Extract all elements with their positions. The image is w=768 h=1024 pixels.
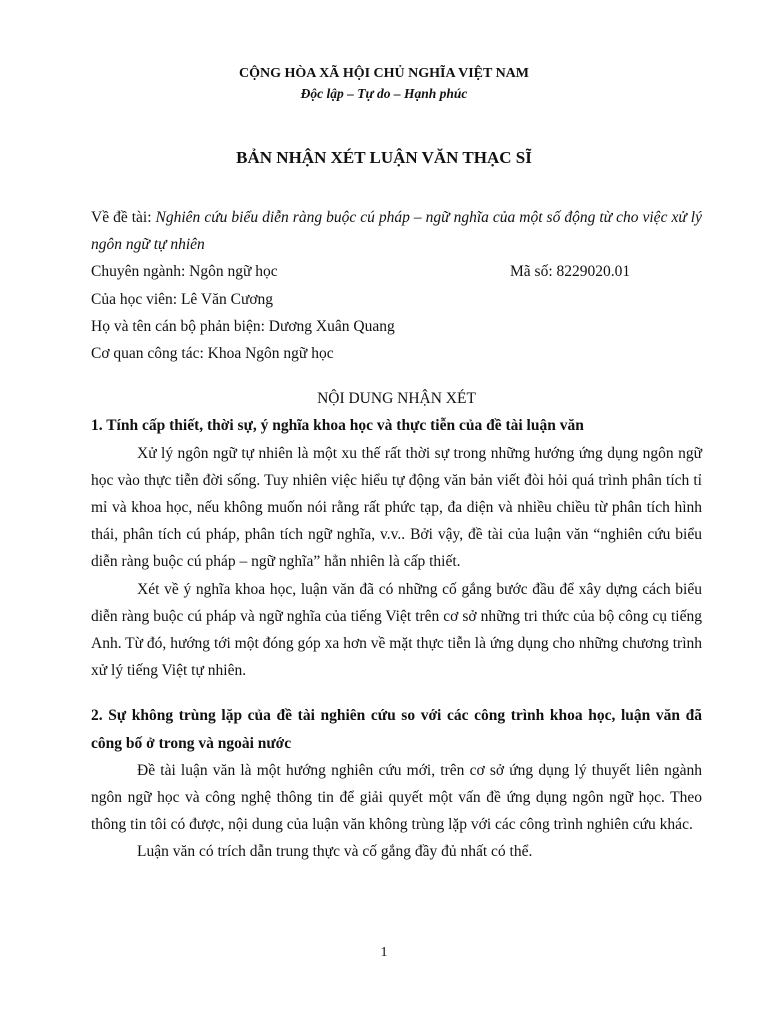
section2-heading: 2. Sự không trùng lặp của đề tài nghiên cứu so với các công trình khoa học, luận văn đã công bố ở trong và ngoài nước: [91, 707, 702, 752]
document-body: [91, 204, 702, 866]
topic-line: [91, 204, 702, 258]
page-number: 1: [380, 945, 388, 960]
section1-paragraph-1: Xử lý ngôn ngữ tự nhiên là một xu thế rất thời sự trong những hướng ứng dụng ngôn ngữ học vào thực tiễn đời sống. Tuy nhiên việc hiểu tự động văn bản viết đòi hỏi quá trình phân tích tỉ mỉ và khoa học, nếu không muốn nói rằng rất phức tạp, đa diện và nhiều chiều từ phân tích hình thái, phân tích cú pháp, phân tích ngữ nghĩa, v.v.. Bởi vậy, đề tài của luận văn “nghiên cứu biểu diễn ràng buộc cú pháp – ngữ nghĩa” hẳn nhiên là cấp thiết.: [91, 444, 702, 571]
topic-label: Về đề tài:: [91, 209, 156, 226]
major-row: [91, 258, 702, 285]
workplace-field: Cơ quan công tác: Khoa Ngôn ngữ học: [91, 345, 334, 363]
section2-paragraph-1: Đề tài luận văn là một hướng nghiên cứu mới, trên cơ sở ứng dụng lý thuyết liên ngành ngôn ngữ học và công nghệ thông tin để giải quyết một vấn đề ứng dụng ngôn ngữ học. Theo thông tin tôi có được, nội dung của luận văn không trùng lặp với các công trình nghiên cứu khác.: [91, 761, 702, 834]
student-field: Của học viên: Lê Văn Cương: [91, 290, 274, 308]
document-title: BẢN NHẬN XÉT LUẬN VĂN THẠC SĨ: [236, 148, 532, 167]
reviewer-field: Họ và tên cán bộ phản biện: Dương Xuân Quang: [91, 317, 395, 335]
section1-heading: 1. Tính cấp thiết, thời sự, ý nghĩa khoa học và thực tiễn của đề tài luận văn: [91, 417, 584, 435]
code-field: Mã số: 8229020.01: [510, 263, 631, 281]
major-field: Chuyên ngành: Ngôn ngữ học: [91, 263, 278, 281]
section1-paragraph-2: Xét về ý nghĩa khoa học, luận văn đã có những cố gắng bước đầu để xây dựng cách biểu diễn ràng buộc cú pháp và ngữ nghĩa của tiếng Việt trên cơ sở những tri thức của bộ công cụ tiếng Anh. Từ đó, hướng tới một đóng góp xa hơn về mặt thực tiễn là ứng dụng cho những chương trình xử lý tiếng Việt tự nhiên.: [91, 580, 702, 680]
section-title: NỘI DUNG NHẬN XÉT: [317, 390, 476, 408]
section2-paragraph-2: Luận văn có trích dẫn trung thực và cố gắng đầy đủ nhất có thể.: [137, 843, 533, 861]
national-header: CỘNG HÒA XÃ HỘI CHỦ NGHĨA VIỆT NAM: [238, 66, 529, 81]
topic-value: Nghiên cứu biểu diễn ràng buộc cú pháp – ngữ nghĩa của một số động từ cho việc xử lý ngôn ngữ tự nhiên: [91, 209, 702, 254]
national-motto: Độc lập – Tự do – Hạnh phúc: [300, 86, 468, 101]
